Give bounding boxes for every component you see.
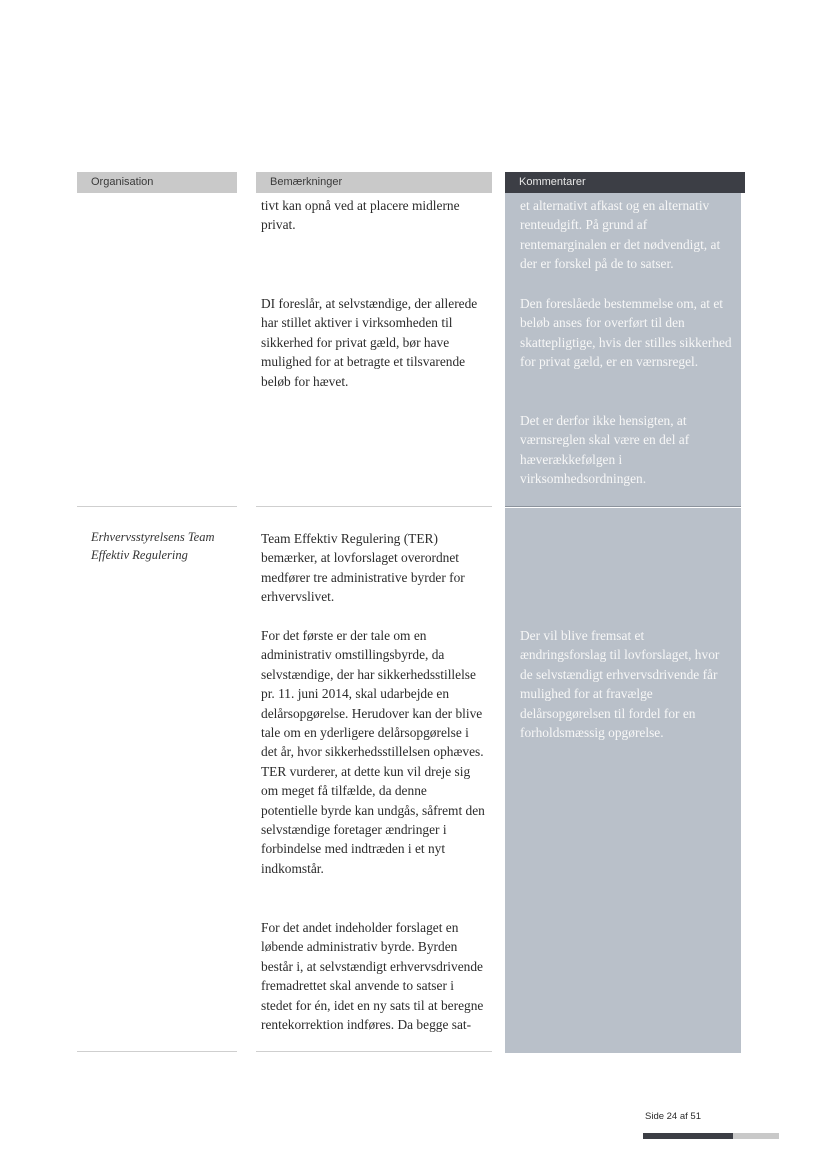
comment-paragraph: et alternativt afkast og en alternativ renteudgift. På grund af rentemarginalen er det nødvendigt, at der er forskel på de to satser.: [520, 198, 721, 272]
comment-paragraph: Der vil blive fremsat et ændringsforslag til lovforslaget, hvor de selvstændigt erhvervsdrivende får mulighed for at fravælge delårsopgørelsen til fordel for en forholdsmæssig opgørelse.: [520, 628, 720, 741]
remark-paragraph: Team Effektiv Regulering (TER) bemærker, at lovforslaget overordnet medfører tre administrative byrder for erhvervslivet.: [261, 531, 465, 605]
organisation-name: Erhvervsstyrelsens Team Effektiv Regulering: [91, 530, 215, 562]
column-header-organisation: Organisation: [77, 172, 237, 193]
row-divider: [256, 506, 492, 507]
comment-cell-row-2: [505, 508, 741, 1053]
page-number: Side 24 af 51: [645, 1111, 701, 1122]
column-header-comments: Kommentarer: [505, 172, 745, 193]
remark-paragraph: For det første er der tale om en administrativ omstillingsbyrde, da selvstændige, der har sikkerhedsstillelse pr. 11. juni 2014, skal udarbejde en delårsopgørelse. Herudover kan der blive tale om en yderligere delårsopgørelse i det år, hvor sikkerhedsstillelsen ophæves. TER vurderer, at dette kun vil dreje sig om meget få tilfælde, da denne potentielle byrde kan undgås, såfremt den selvstændige foretager ændringer i forbindelse med indtræden i et nyt indkomstår.: [261, 628, 485, 876]
row-divider: [77, 506, 237, 507]
footer-bar: [643, 1133, 733, 1139]
row-divider: [505, 506, 741, 507]
row-divider: [256, 1051, 492, 1052]
remark-paragraph: tivt kan opnå ved at placere midlerne privat.: [261, 198, 460, 233]
remark-paragraph: For det andet indeholder forslaget en løbende administrativ byrde. Byrden består i, at selvstændigt erhvervsdrivende fremadrettet skal anvende to satser i stedet for én, idet en ny sats til at beregne rentekorrektion indføres. Da begge sat-: [261, 920, 484, 1033]
comment-paragraph: Den foreslåede bestemmelse om, at et beløb anses for overført til den skattepligtige, hvis der stilles sikkerhed for privat gæld, er en værnsregel.: [520, 296, 732, 370]
remark-paragraph: DI foreslår, at selvstændige, der allerede har stillet aktiver i virksomheden til sikkerhed for privat gæld, bør have mulighed for at betragte et tilsvarende beløb for hævet.: [261, 296, 478, 389]
comment-paragraph: Det er derfor ikke hensigten, at værnsreglen skal være en del af hæverækkefølgen i virksomhedsordningen.: [520, 413, 690, 487]
column-header-remarks: Bemærkninger: [256, 172, 492, 193]
footer-bar: [733, 1133, 779, 1139]
row-divider: [77, 1051, 237, 1052]
